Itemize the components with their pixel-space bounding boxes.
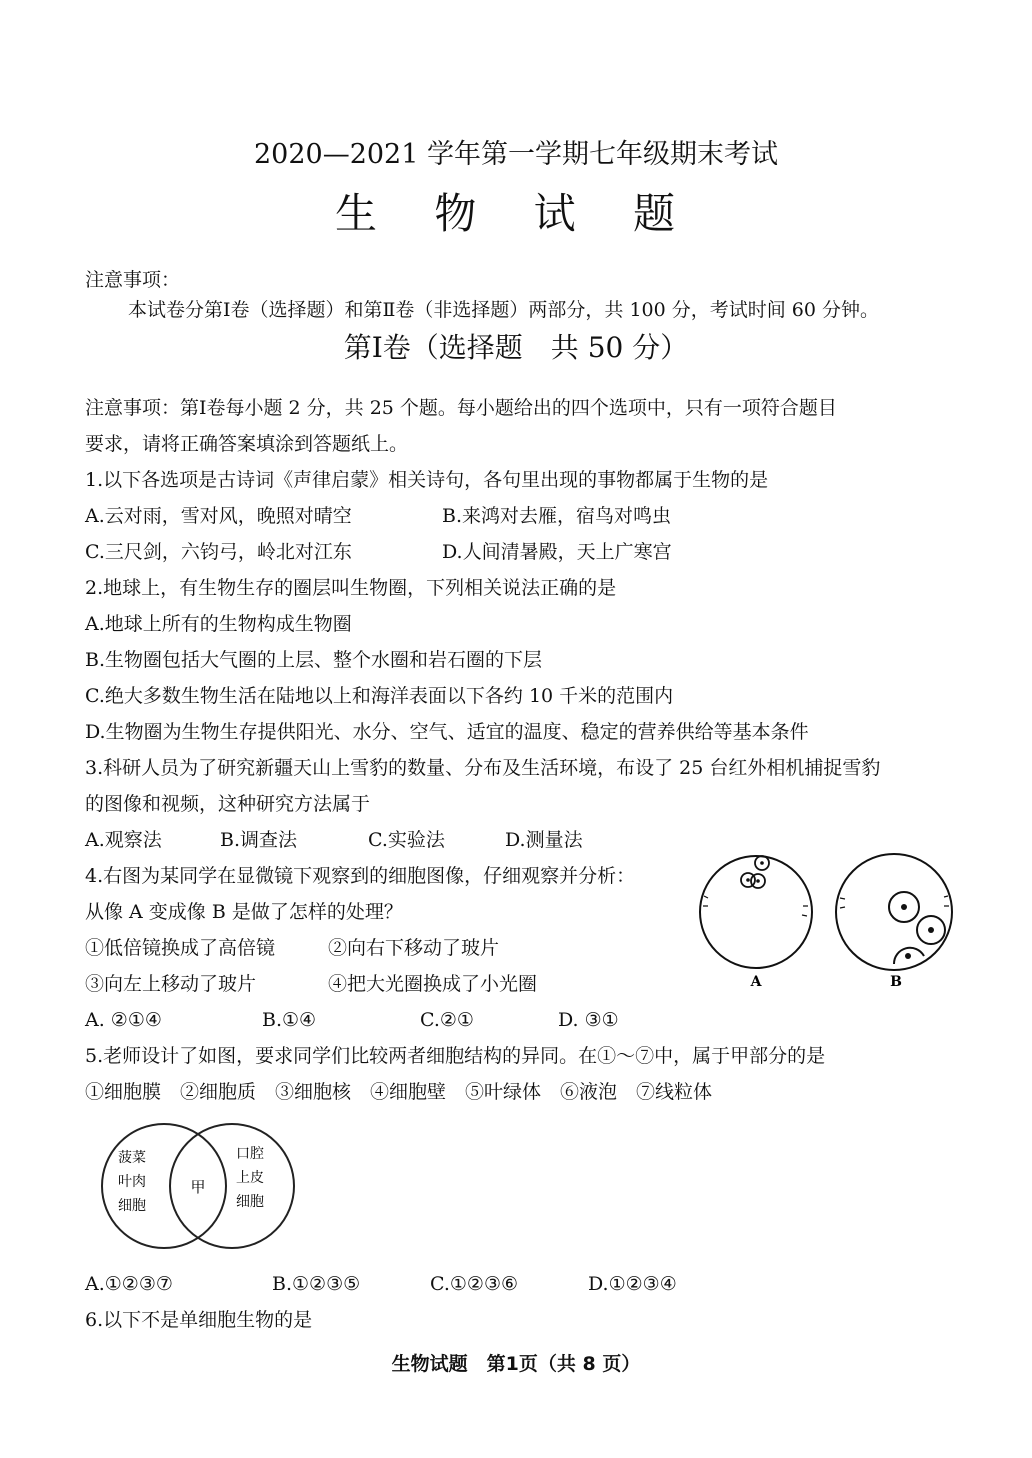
q5-items: ①细胞膜 ②细胞质 ③细胞核 ④细胞壁 ⑤叶绿体 ⑥液泡 ⑦线粒体 — [85, 1081, 713, 1103]
q5-option-c: C.①②③⑥ — [430, 1273, 519, 1295]
view-a — [700, 856, 812, 990]
notes-label: 注意事项： — [85, 269, 181, 291]
exam-title: 2020—2021 学年第一学期七年级期末考试 — [253, 139, 778, 170]
venn-left-line1: 菠菜 — [118, 1150, 146, 1166]
q5-stem: 5.老师设计了如图，要求同学们比较两者细胞结构的异同。在①～⑦中，属于甲部分的是 — [85, 1045, 826, 1067]
q1-option-b: B.来鸿对去雁，宿鸟对鸣虫 — [442, 505, 672, 527]
q1-option-a: A.云对雨，雪对风，晚照对晴空 — [85, 505, 352, 527]
venn-right-line1: 口腔 — [236, 1146, 264, 1162]
subject-title: 生 物 试 题 — [334, 189, 698, 238]
q4-stem-line2: 从像 A 变成像 B 是做了怎样的处理？ — [85, 901, 403, 923]
venn-diagram — [98, 1120, 298, 1252]
venn-right-circle — [170, 1124, 294, 1248]
section-instruction-line1: 注意事项：第Ⅰ卷每小题 2 分，共 25 个题。每小题给出的四个选项中，只有一项符合题目 — [85, 397, 837, 419]
q4-statement-4: ④把大光圈换成了小光圈 — [328, 973, 538, 995]
q2-stem: 2.地球上，有生物生存的圈层叫生物圈，下列相关说法正确的是 — [85, 577, 617, 599]
notes-text: 本试卷分第Ⅰ卷（选择题）和第Ⅱ卷（非选择题）两部分，共 100 分，考试时间 60 分钟。 — [128, 299, 880, 321]
view-b — [836, 854, 952, 990]
q6-stem: 6.以下不是单细胞生物的是 — [85, 1309, 313, 1331]
q3-option-d: D.测量法 — [505, 829, 583, 851]
q4-option-c: C.②① — [420, 1009, 474, 1031]
q2-option-b: B.生物圈包括大气圈的上层、整个水圈和岩石圈的下层 — [85, 649, 543, 671]
microscope-figure — [696, 846, 966, 996]
q2-option-d: D.生物圈为生物生存提供阳光、水分、空气、适宜的温度、稳定的营养供给等基本条件 — [85, 721, 809, 743]
q4-option-d: D. ③① — [558, 1009, 619, 1031]
q1-stem: 1.以下各选项是古诗词《声律启蒙》相关诗句，各句里出现的事物都属于生物的是 — [85, 469, 769, 491]
venn-middle-label: 甲 — [190, 1178, 206, 1196]
section-instruction-line2: 要求，请将正确答案填涂到答题纸上。 — [85, 433, 409, 455]
venn-right-line3: 细胞 — [236, 1194, 264, 1210]
venn-left-line3: 细胞 — [118, 1198, 146, 1214]
q5-option-d: D.①②③④ — [588, 1273, 677, 1295]
q3-stem-line1: 3.科研人员为了研究新疆天山上雪豹的数量、分布及生活环境，布设了 25 台红外相机捕捉雪豹 — [85, 757, 881, 779]
q3-option-b: B.调查法 — [220, 829, 298, 851]
q3-option-c: C.实验法 — [368, 829, 445, 851]
view-b-label: B — [890, 974, 902, 990]
q3-option-a: A.观察法 — [85, 829, 162, 851]
view-a-label: A — [750, 974, 762, 990]
venn-right-line2: 上皮 — [236, 1170, 264, 1186]
q2-option-a: A.地球上所有的生物构成生物圈 — [85, 613, 352, 635]
q2-option-c: C.绝大多数生物生活在陆地以上和海洋表面以下各约 10 千米的范围内 — [85, 685, 674, 707]
q4-statement-3: ③向左上移动了玻片 — [85, 973, 257, 995]
page-footer: 生物试题 第1页（共 8 页） — [391, 1353, 641, 1375]
q1-option-c: C.三尺剑，六钧弓，岭北对江东 — [85, 541, 352, 563]
venn-left-line2: 叶肉 — [118, 1174, 146, 1190]
q3-stem-line2: 的图像和视频，这种研究方法属于 — [85, 793, 371, 815]
q1-option-d: D.人间清暑殿，天上广寒宫 — [442, 541, 672, 563]
q4-statement-1: ①低倍镜换成了高倍镜 — [85, 937, 276, 959]
q4-option-b: B.①④ — [262, 1009, 317, 1031]
q4-statement-2: ②向右下移动了玻片 — [328, 937, 500, 959]
q5-option-b: B.①②③⑤ — [272, 1273, 361, 1295]
q5-option-a: A.①②③⑦ — [85, 1273, 173, 1295]
q4-stem-line1: 4.右图为某同学在显微镜下观察到的细胞图像，仔细观察并分析： — [85, 865, 636, 887]
q4-option-a: A. ②①④ — [85, 1009, 162, 1031]
section-title: 第Ⅰ卷（选择题 共 50 分） — [343, 331, 689, 364]
